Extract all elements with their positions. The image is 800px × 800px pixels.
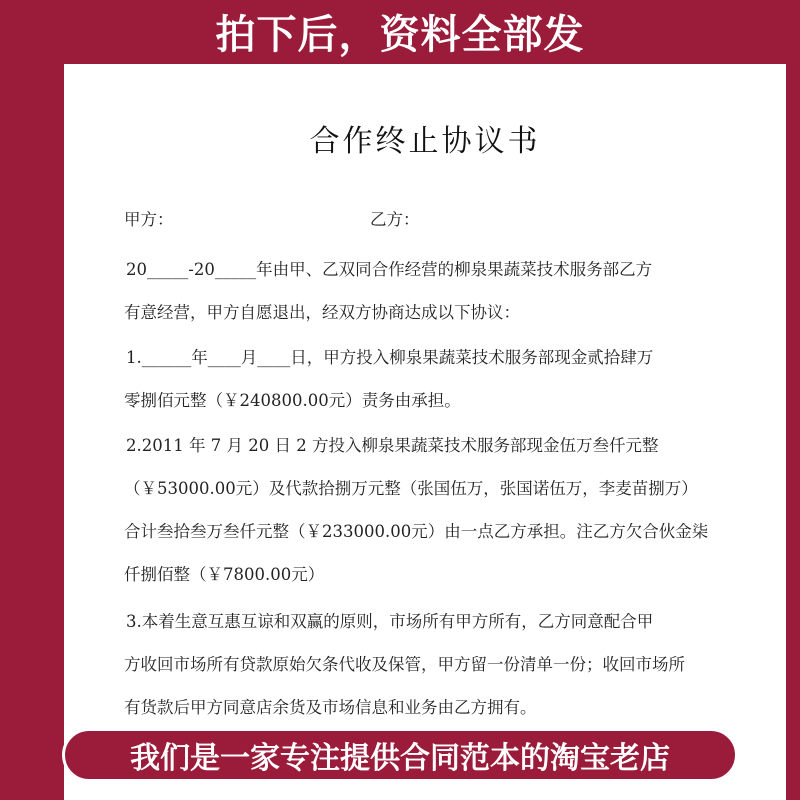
paragraph-line: 20_____-20_____年由甲、乙双同合作经营的柳泉果蔬菜技术服务部乙方 bbox=[126, 260, 653, 279]
paragraph-clause-1 bbox=[124, 336, 734, 422]
paragraph-line: 3.本着生意互惠互谅和双赢的原则，市场所有甲方所有，乙方同意配合甲 bbox=[126, 612, 654, 631]
paragraph-line: 有意经营，甲方自愿退出，经双方协商达成以下协议： bbox=[124, 303, 520, 322]
top-banner bbox=[0, 0, 800, 62]
top-banner-text: 拍下后，资料全部发 bbox=[215, 11, 585, 58]
paragraph-line: 有货款后甲方同意店余货及市场信息和业务由乙方拥有。 bbox=[124, 698, 537, 717]
paragraph-line: 合计叁拾叁万叁仟元整（￥233000.00元）由一点乙方承担。注乙方欠合伙金柒 bbox=[124, 522, 709, 541]
paragraph-line: 2.2011 年 7 月 20 日 2 方投入柳泉果蔬菜技术服务部现金伍万叁仟元整 bbox=[126, 436, 659, 455]
party-a-label: 甲方： bbox=[124, 210, 174, 229]
paragraph-clause-3 bbox=[124, 600, 734, 729]
bottom-banner bbox=[62, 728, 738, 782]
party-b-label: 乙方： bbox=[370, 210, 420, 229]
paragraph-line: （￥53000.00元）及代款拾捌万元整（张国伍万，张国诺伍万，李麦苗捌万） bbox=[124, 479, 698, 498]
paragraph-clause-2 bbox=[124, 424, 734, 596]
document-page bbox=[64, 64, 786, 800]
paragraph-intro bbox=[124, 248, 734, 334]
paragraph-line: 方收回市场所有贷款原始欠条代收及保管，甲方留一份清单一份；收回市场所 bbox=[124, 655, 685, 674]
paragraph-line: 仟捌佰整（￥7800.00元） bbox=[124, 565, 325, 584]
bottom-banner-text: 我们是一家专注提供合同范本的淘宝老店 bbox=[130, 741, 670, 776]
paragraph-line: 1.______年____月____日，甲方投入柳泉果蔬菜技术服务部现金贰拾肆万 bbox=[126, 348, 654, 367]
paragraph-line: 零捌佰元整（￥240800.00元）责务由承担。 bbox=[124, 391, 461, 410]
document-title: 合作终止协议书 bbox=[309, 124, 541, 159]
